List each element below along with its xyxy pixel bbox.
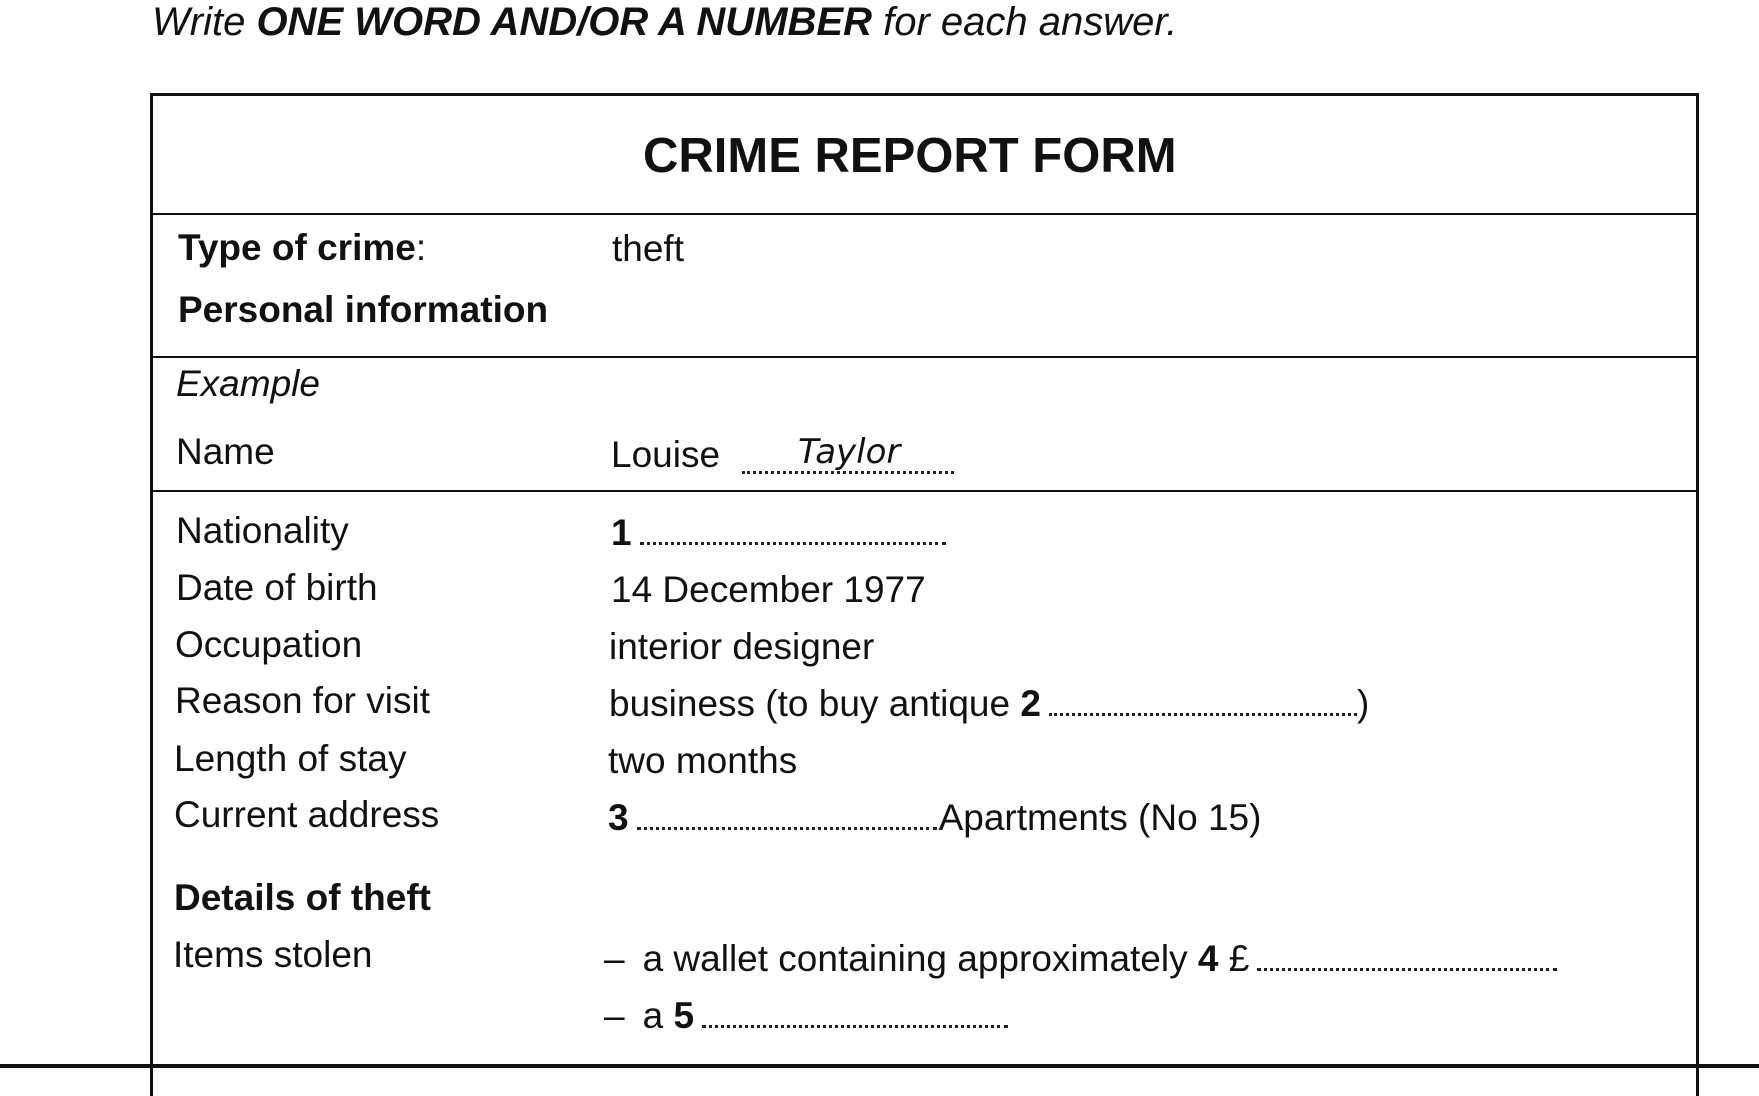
instruction-suffix: for each answer. [871,0,1178,44]
instruction-prefix: Write [152,0,257,44]
type-of-crime-label: Type of crime: [178,227,427,268]
question-1-number: 1 [611,512,632,553]
instruction-text [152,0,1177,45]
personal-information-heading: Personal information [178,289,549,330]
occupation-value: interior designer [609,626,875,667]
items-stolen-item-2 [604,995,1012,1037]
question-2-number: 2 [1020,683,1041,724]
nationality-answer [611,512,950,554]
occupation-label: Occupation [175,624,363,665]
address-suffix: Apartments (No 15) [938,797,1262,838]
divider-example [150,490,1696,492]
item-1-dash: – [604,938,625,979]
items-stolen-label: Items stolen [173,934,373,975]
length-of-stay-label: Length of stay [174,738,407,779]
question-5-blank[interactable] [702,1025,1008,1028]
divider-title [150,213,1696,215]
type-of-crime-value: theft [612,228,684,269]
item-1-text: a wallet containing approximately [642,938,1198,979]
currency-symbol: £ [1228,938,1250,979]
length-of-stay-value: two months [608,740,798,781]
form-title: CRIME REPORT FORM [643,129,1177,183]
instruction-emphasis: ONE WORD AND/OR A NUMBER [256,0,872,44]
example-label: Example [176,363,320,404]
current-address-label: Current address [174,794,440,835]
reason-for-visit-label: Reason for visit [175,680,430,721]
name-value: Louise [611,434,721,475]
items-stolen-item-1 [604,938,1561,980]
date-of-birth-value: 14 December 1977 [611,569,926,610]
reason-suffix: ) [1356,683,1370,724]
question-5-number: 5 [673,995,695,1036]
question-1-blank[interactable] [640,542,946,545]
question-4-blank[interactable] [1257,968,1557,971]
item-2-text: a [642,995,674,1036]
current-address-value [608,797,1261,839]
divider-personal [150,356,1696,358]
reason-for-visit-value [609,683,1369,725]
details-of-theft-heading: Details of theft [174,877,431,918]
date-of-birth-label: Date of birth [176,567,378,608]
question-3-blank[interactable] [637,827,937,830]
question-4-number: 4 [1197,938,1219,979]
item-2-dash: – [604,995,625,1036]
page-bottom-rule [0,1064,1759,1068]
nationality-label: Nationality [176,510,349,551]
name-label: Name [176,431,275,472]
question-2-blank[interactable] [1049,713,1357,716]
reason-prefix: business (to buy antique [609,683,1021,724]
question-3-number: 3 [608,797,629,838]
name-answer-handwritten: Taylor [798,432,901,472]
